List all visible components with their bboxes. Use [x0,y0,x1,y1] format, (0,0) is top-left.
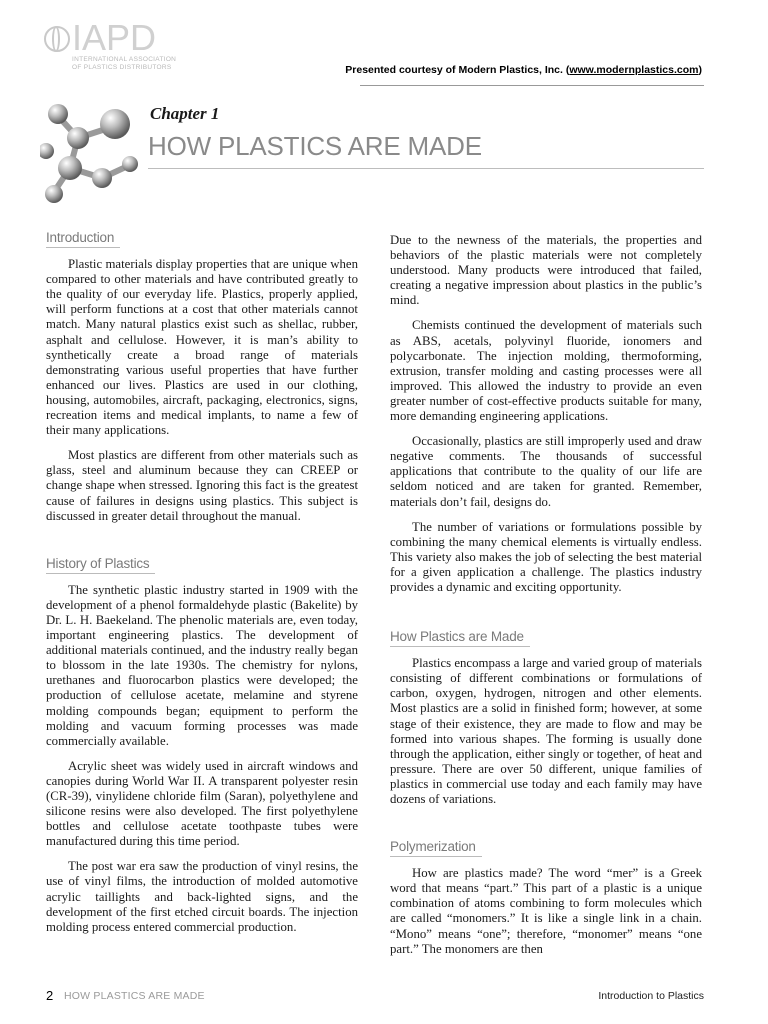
section-heading-how-made: How Plastics are Made [390,629,530,647]
header-rule [360,85,704,86]
courtesy-line [345,64,702,76]
iapd-logo [44,17,184,86]
page-number: 2 [46,988,54,1003]
paragraph: Acrylic sheet was widely used in aircraft windows and canopies during World War II. A transparent polyester resin (CR-39), vinylidene chloride film (Saran), polyethylene and silicone resins were also developed. The first polyethylene bottles and cellulose acetate toothpaste tubes were manufactured during this time period. [46,758,358,849]
courtesy-link[interactable]: www.modernplastics.com [569,64,699,76]
chapter-title: HOW PLASTICS ARE MADE [148,131,482,161]
paragraph: Due to the newness of the materials, the properties and behaviors of the plastic materials were not completely understood. Many products were introduced that failed, creating a negative impression about plastics in the public’s mind. [390,233,702,308]
logo-subtitle: INTERNATIONAL ASSOCIATION OF PLASTICS DISTRIBUTORS [72,56,177,71]
paragraph: Chemists continued the development of materials such as ABS, acetals, polyvinyl fluoride, ionomers and polycarbonate. The injection molding, thermoforming, extrusion, transfer molding and casting processes were all improved. This allowed the industry to provide an even greater number of cost-effective products suitable for many, more demanding engineering applications. [390,318,702,424]
chapter-rule [148,168,704,169]
section-heading-history: History of Plastics [46,556,155,574]
footer-title: HOW PLASTICS ARE MADE [64,990,205,1002]
paragraph: Most plastics are different from other materials such as glass, steel and aluminum because they can CREEP or change shape when stressed. Ignoring this fact is the greatest cause of failures in designs using plastics. This subject is discussed in greater detail throughout the manual. [46,448,358,523]
paragraph: The synthetic plastic industry started in 1909 with the development of a phenol formaldehyde plastic (Bakelite) by Dr. L. H. Baekeland. The phenolic materials are, even today, important engineering plastics. The development of additional materials continued, and the industry really began to blossom in the late 1930s. The chemistry for nylons, urethanes and fluorocarbon plastics were developed; the production of cellulose acetate, melamine and styrene molding compounds began; equipment to perform the molding and vacuum forming processes was made commercially available. [46,582,358,748]
paragraph: Occasionally, plastics are still improperly used and draw negative comments. The thousands of successful applications that contribute to the quality of our life are seldom noticed and are taken for granted. Remember, materials don’t fail, designs do. [390,434,702,509]
courtesy-suffix: ) [698,64,702,76]
courtesy-prefix: Presented courtesy of Modern Plastics, Inc. ( [345,64,570,76]
right-column [390,233,702,967]
molecule-illustration [40,96,145,204]
chapter-number: Chapter 1 [150,104,220,123]
section-heading-polymerization: Polymerization [390,839,482,857]
globe-icon [44,26,70,52]
logo-text: IAPD [72,17,157,58]
paragraph: Plastics encompass a large and varied group of materials consisting of different combinations or formulations of carbon, oxygen, hydrogen, nitrogen and other elements. Most plastics are a solid in finished form; however, at some stage of their existence, they are made to flow and may be formed into various shapes. The forming is usually done through the application, either singly or together, of heat and pressure. There are over 50 different, unique families of plastics in commercial use today and each family may have dozens of variations. [390,656,702,806]
paragraph: The post war era saw the production of vinyl resins, the use of vinyl films, the introduction of molded automotive acrylic taillights and back-lighted signs, and the development of the first etched circuit boards. The injection molding process entered commercial production. [46,859,358,934]
footer-book-title: Introduction to Plastics [598,990,704,1002]
left-column [46,230,358,945]
paragraph: Plastic materials display properties that are unique when compared to other materials and have contributed greatly to the quality of our everyday life. Plastics, properly applied, will perform functions at a cost that other materials cannot match. Many natural plastics exist such as shellac, rubber, asphalt and cellulose. However, it is man’s ability to synthetically create a broad range of materials demonstrating various useful properties that have further enhanced our lives. Plastics are used in our clothing, housing, automobiles, aircraft, packaging, electronics, signs, recreation items and medical implants, to name a few of their many applications. [46,257,358,438]
paragraph: The number of variations or formulations possible by combining the many chemical elements is virtually endless. This variety also makes the job of selecting the best material for a given application a challenge. The plastics industry provides a dynamic and exciting opportunity. [390,519,702,594]
section-heading-introduction: Introduction [46,230,120,248]
paragraph: How are plastics made? The word “mer” is a Greek word that means “part.” This part of a plastic is a unique combination of atoms combining to form molecules which are called “monomers.” It is like a single link in a chain. “Mono” means “one”; therefore, “monomer” means “one part.” The monomers are then [390,866,702,956]
